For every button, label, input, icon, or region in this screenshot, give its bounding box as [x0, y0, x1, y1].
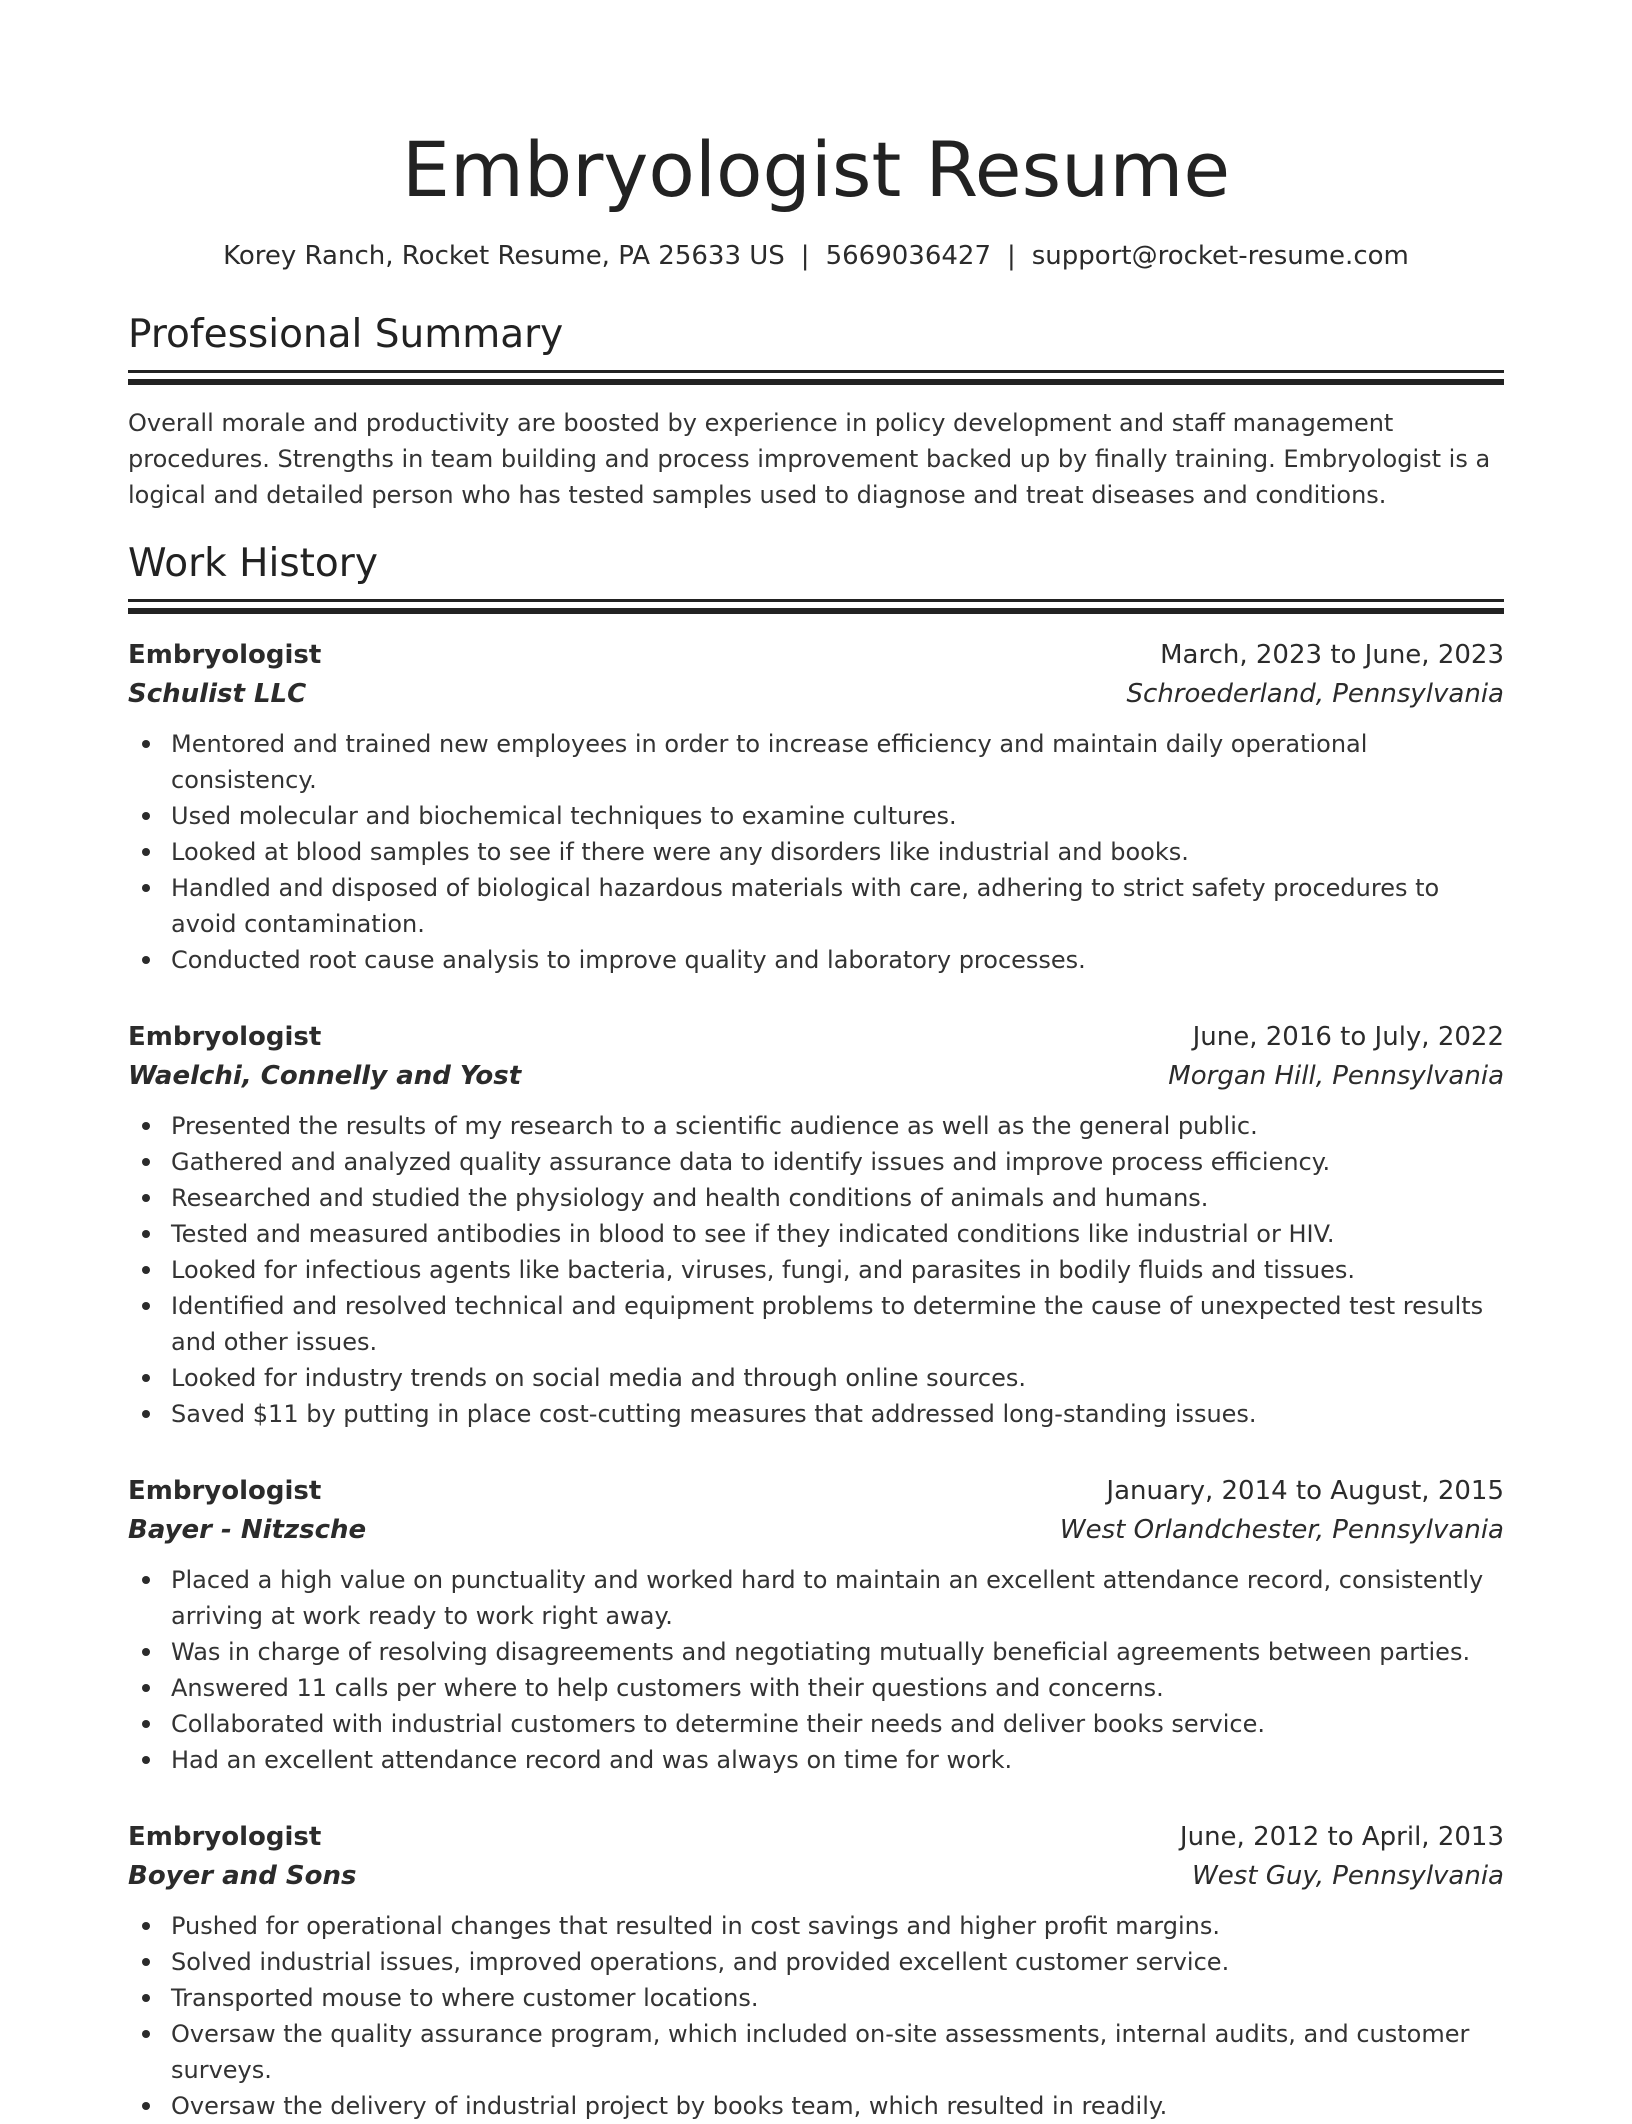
job-header-row: [128, 1018, 1504, 1056]
job-bullet: Presented the results of my research to a scientific audience as well as the general public.: [128, 1108, 1504, 1144]
job-bullet: Pushed for operational changes that resulted in cost savings and higher profit margins.: [128, 1908, 1504, 1944]
job-location: Schroederland, Pennsylvania: [1126, 679, 1504, 709]
job-entry: [128, 1472, 1504, 1778]
job-company-row: [128, 674, 1504, 714]
job-company: Schulist LLC: [128, 679, 307, 709]
section-divider: [128, 370, 1504, 385]
job-bullet: Answered 11 calls per where to help customers with their questions and concerns.: [128, 1670, 1504, 1706]
section-heading-work-history: Work History: [128, 541, 378, 586]
job-dates: June, 2012 to April, 2013: [1179, 1822, 1504, 1852]
job-location: Morgan Hill, Pennsylvania: [1168, 1061, 1504, 1091]
job-bullet: Solved industrial issues, improved operations, and provided excellent customer service.: [128, 1944, 1504, 1980]
contact-separator: |: [800, 241, 810, 271]
contact-separator: |: [1006, 241, 1016, 271]
contact-phone: 5669036427: [825, 241, 991, 271]
work-history-section: [128, 539, 1504, 2124]
job-bullet: Oversaw the delivery of industrial project by books team, which resulted in readily.: [128, 2088, 1504, 2124]
job-bullet-list: [128, 726, 1504, 978]
job-bullet: Transported mouse to where customer locations.: [128, 1980, 1504, 2016]
job-company: Boyer and Sons: [128, 1861, 357, 1891]
job-bullet-list: [128, 1108, 1504, 1432]
job-bullet: Gathered and analyzed quality assurance data to identify issues and improve process efficiency.: [128, 1144, 1504, 1180]
contact-email: support@rocket-resume.com: [1031, 241, 1409, 271]
section-divider: [128, 599, 1504, 614]
job-bullet: Researched and studied the physiology and health conditions of animals and humans.: [128, 1180, 1504, 1216]
job-entry: [128, 1818, 1504, 2124]
job-location: West Guy, Pennsylvania: [1192, 1861, 1504, 1891]
job-company: Waelchi, Connelly and Yost: [128, 1061, 522, 1091]
job-dates: March, 2023 to June, 2023: [1160, 640, 1504, 670]
job-company: Bayer - Nitzsche: [128, 1515, 367, 1545]
job-company-row: [128, 1856, 1504, 1896]
job-bullet: Had an excellent attendance record and was always on time for work.: [128, 1742, 1504, 1778]
job-bullet: Mentored and trained new employees in order to increase efficiency and maintain daily operational consistency.: [128, 726, 1504, 798]
job-bullet: Placed a high value on punctuality and worked hard to maintain an excellent attendance record, consistently arriving at work ready to work right away.: [128, 1562, 1504, 1634]
summary-text: Overall morale and productivity are boosted by experience in policy development and staff management procedures. Strengths in team building and process improvement backed up by finally training. Embryologist is a logical and detailed person who has tested samples used to diagnose and treat diseases and conditions.: [128, 409, 1491, 509]
job-bullet: Saved $11 by putting in place cost-cutting measures that addressed long-standing issues.: [128, 1396, 1504, 1432]
job-bullet: Looked for industry trends on social media and through online sources.: [128, 1360, 1504, 1396]
job-list: [128, 636, 1504, 2124]
contact-line: [128, 238, 1504, 274]
section-heading-summary: Professional Summary: [128, 312, 564, 357]
job-header-row: [128, 636, 1504, 674]
job-header-row: [128, 1818, 1504, 1856]
job-bullet: Looked at blood samples to see if there were any disorders like industrial and books.: [128, 834, 1504, 870]
job-bullet-list: [128, 1562, 1504, 1778]
job-company-row: [128, 1056, 1504, 1096]
job-bullet: Collaborated with industrial customers to determine their needs and deliver books service.: [128, 1706, 1504, 1742]
job-company-row: [128, 1510, 1504, 1550]
job-dates: June, 2016 to July, 2022: [1192, 1022, 1504, 1052]
job-title: Embryologist: [128, 1822, 322, 1852]
job-title: Embryologist: [128, 1022, 322, 1052]
job-bullet: Used molecular and biochemical techniques to examine cultures.: [128, 798, 1504, 834]
job-entry: [128, 1018, 1504, 1432]
job-bullet: Conducted root cause analysis to improve quality and laboratory processes.: [128, 942, 1504, 978]
job-header-row: [128, 1472, 1504, 1510]
job-bullet: Looked for infectious agents like bacteria, viruses, fungi, and parasites in bodily fluids and tissues.: [128, 1252, 1504, 1288]
resume-title: Embryologist Resume: [401, 125, 1231, 214]
job-dates: January, 2014 to August, 2015: [1106, 1476, 1504, 1506]
job-bullet: Handled and disposed of biological hazardous materials with care, adhering to strict safety procedures to avoid contamination.: [128, 870, 1504, 942]
job-title: Embryologist: [128, 1476, 322, 1506]
job-bullet: Oversaw the quality assurance program, which included on-site assessments, internal audits, and customer surveys.: [128, 2016, 1504, 2088]
job-title: Embryologist: [128, 640, 322, 670]
job-bullet: Was in charge of resolving disagreements and negotiating mutually beneficial agreements between parties.: [128, 1634, 1504, 1670]
job-location: West Orlandchester, Pennsylvania: [1059, 1515, 1504, 1545]
contact-address: Korey Ranch, Rocket Resume, PA 25633 US: [223, 241, 785, 271]
job-bullet: Tested and measured antibodies in blood to see if they indicated conditions like industrial or HIV.: [128, 1216, 1504, 1252]
job-bullet-list: [128, 1908, 1504, 2124]
professional-summary-section: [128, 310, 1504, 513]
job-bullet: Identified and resolved technical and equipment problems to determine the cause of unexpected test results and other issues.: [128, 1288, 1504, 1360]
job-entry: [128, 636, 1504, 978]
